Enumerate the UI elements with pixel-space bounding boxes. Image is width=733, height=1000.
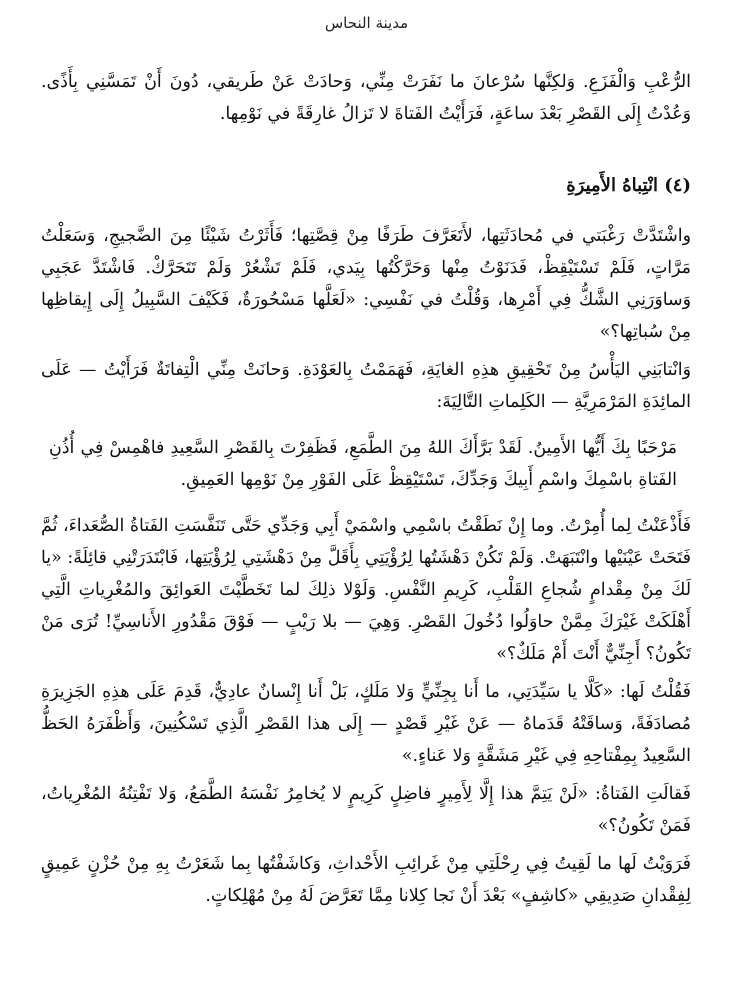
paragraph-2: وَانْتابَنِي اليَأْسُ مِنْ تَحْقِيقِ هذِهِ الغايَةِ، فَهَمَمْتُ بِالعَوْدَةِ. وَحانَتْ مِنِّي الْتِفاتَةٌ فَرَأَيْتُ — عَلَى المائِدَةِ المَرْمَرِيَّةِ — الكَلِماتِ التَّالِيَةَ: (41, 360, 691, 412)
paragraph-1: واشْتَدَّتْ رَغْبَتي في مُحادَثَتِها، لأَتَعَرَّفَ طَرَفًا مِنْ قِصَّتِها؛ فَأَثَرْتُ شَيْئًا مِنَ الضَّجيجِ، وَسَعَلْتُ مَرَّاتٍ، فَلَمْ تَسْتَيْقِظْ، فَدَنَوْتُ مِنْها وَحَرَّكْتُها بِيَدي، فَلَمْ تَشْعُرْ وَلَمْ تَتَحَرَّكْ. فَاشْتَدَّ عَجَبِي وَساوَرَنِي الشَّكُّ فِي أَمْرِها، وَقُلْتُ في نَفْسِي: «لَعَلَّها مَسْحُورَةٌ، فَكَيْفَ السَّبِيلُ إِلَى إِيقاظِها مِنْ سُباتِها؟» (41, 226, 691, 342)
page-content (41, 66, 691, 912)
paragraph-5: فَقالَتِ الفَتاةُ: «لَنْ يَتِمَّ هذا إِلَّا لِأَمِيرٍ فاضِلٍ كَرِيمٍ لا يُخامِرُ نَفْسَهُ الطَّمَعُ، وَلا تَفْتِنُهُ المُغْرِياتُ، فَمَنْ تَكُونُ؟» (41, 784, 691, 836)
section-title: (٤) انْتِباهُ الأَمِيرَةِ (566, 175, 691, 196)
inscription-quote: مَرْحَبًا بِكَ أَيُّها الأَمِينُ. لَقَدْ بَرَّأَكَ اللهُ مِنَ الطَّمَعِ، فَظَفِرْتَ بِالقَصْرِ السَّعِيدِ فاهْمِسْ فِي أُذُنِ الفَتاةِ باسْمِكَ واسْمِ أَبِيكَ وَجَدِّكَ، تَسْتَيْقِظْ عَلَى الفَوْرِ مِنْ نَوْمِها العَمِيقِ. (49, 438, 677, 490)
paragraph-4: فَقُلْتُ لَها: «كَلَّا يا سَيِّدَتِي، ما أَنا بِجِنِّيٍّ وَلا مَلَكٍ، بَلْ أَنا إِنْسانٌ عادِيٌّ، قَدِمَ عَلَى هذِهِ الجَزِيرَةِ مُصادَفَةً، وَساقَتْهُ قَدَماهُ — عَنْ غَيْرِ قَصْدٍ — إِلَى هذا القَصْرِ الَّذِي تَسْكُنِينَ، وَأَظْفَرَهُ الحَظُّ السَّعِيدُ بِمِفْتاحِهِ فِي غَيْرِ مَشَقَّةٍ وَلا عَناءٍ.» (41, 682, 691, 766)
running-header: مدينة النحاس (324, 14, 409, 32)
intro-paragraph: الرُّعْبِ وَالْفَزَعِ. وَلكِنَّها سُرْعانَ ما نَفَرَتْ مِنِّي، وَحادَتْ عَنْ طَريقي، دُونَ أَنْ تَمَسَّنِي بِأَذًى. وَعُدْتُ إِلَى القَصْرِ بَعْدَ ساعَةٍ، فَرَأَيْتُ الفَتاةَ لا تَزالُ غارِقَةً في نَوْمِها. (41, 72, 691, 124)
paragraph-3: فَأَذْعَنْتُ لِما أُمِرْتُ. وما إِنْ نَطَقْتُ باسْمِي واسْمَيْ أَبِي وَجَدِّي حَتَّى تَنَفَّسَتِ الفَتاةُ الصُّعَداءَ، ثُمَّ فَتَحَتْ عَيْنَيْها وانْتَبَهَتْ. وَلَمْ تَكُنْ دَهْشَتُها لِرُؤْيَتِي بِأَقَلَّ مِنْ دَهْشَتِي لِرُؤْيَتِها، فَابْتَدَرَتْنِي قائِلَةً: «يا لَكَ مِنْ مِقْدامٍ شُجاعِ القَلْبِ، كَرِيمِ النَّفْسِ. وَلَوْلا ذلِكَ لما تَخَطَّيْتَ العَوائِقَ والمُغْرِياتِ الَّتِي أَهْلَكَتْ غَيْرَكَ مِمَّنْ حاوَلُوا دُخُولَ القَصْرِ. وَهِيَ — بلا رَيْبٍ — فَوْقَ مَقْدُورِ الأَناسِيِّ! تُرَى مَنْ تَكُونُ؟ أَجِنِّيٌّ أَنْتَ أَمْ مَلَكٌ؟» (41, 516, 691, 664)
paragraph-6: فَرَوَيْتُ لَها ما لَقِيتُ فِي رِحْلَتِي مِنْ غَرائِبِ الأَحْداثِ، وَكاشَفْتُها بِما شَعَرْتُ بِهِ مِنْ حُزْنٍ عَمِيقٍ لِفِقْدانِ صَدِيقِي «كاشِفٍ» بَعْدَ أَنْ نَجا كِلانا مِمَّا تَعَرَّضَ لَهُ مِنْ مُهْلِكاتٍ. (41, 854, 691, 906)
